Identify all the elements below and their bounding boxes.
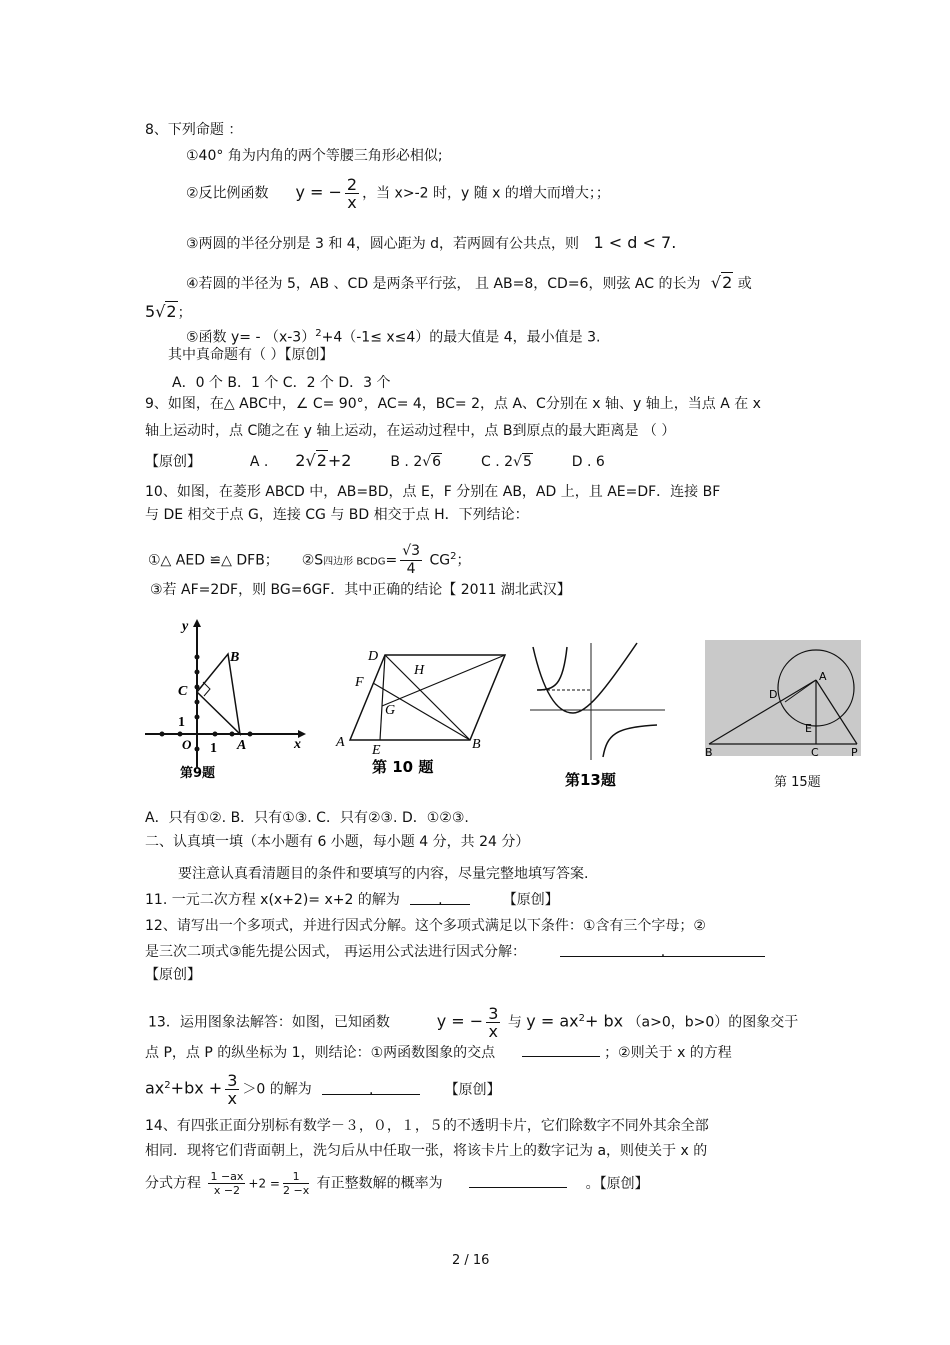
q11: 11. 一元二次方程 x(x+2)= x+2 的解为 . 【原创】 [145, 892, 559, 908]
q10-conclusions-1-2: ①△ AED ≌△ DFB； ②S四边形 BCDG= $\frac{√3}{4}$ $CG^2$； [148, 543, 471, 577]
f15-label-D: D [769, 688, 778, 701]
f10-label-G: G [385, 703, 396, 718]
f10-label-B: B [472, 737, 481, 752]
f15-label-C: C [811, 746, 819, 759]
q11-answer-blank: . [410, 890, 470, 905]
f10-label-A: A [336, 735, 345, 750]
f15-label-A: A [819, 670, 827, 683]
f10-label-F: F [355, 675, 364, 690]
figure-q9 [140, 617, 310, 787]
q13-line-3: $ax^2+bx$ + $\frac{3}{x}$ ＞0 的解为 . 【原创】 [145, 1071, 501, 1108]
f13-caption: 第13题 [565, 771, 616, 789]
f10-label-H: H [414, 663, 425, 678]
f9-label-1x: 1 [210, 741, 217, 756]
q8-fraction: $\frac{2}{x}$ [346, 175, 358, 212]
q8-title: 8、下列命题 ： [145, 122, 243, 138]
q12-answer-blank: . [560, 942, 765, 957]
f15-caption: 第 15题 [774, 775, 821, 790]
q9-choices: 【原创】 A . 2√2+2 B . 2√6 C . 2√5 D . 6 [145, 451, 605, 470]
f15-label-P: P [851, 746, 858, 759]
q13-line-1: 13．运用图象法解答：如图，已知函数 y = − $\frac{3}{x}$ 与 $y = ax^2+$ bx （a>0，b>0）的图象交于 [148, 1004, 799, 1041]
section-2-note: 要注意认真看清题目的条件和要填写的内容，尽量完整地填写答案. [178, 866, 589, 882]
q9-line-1: 9、如图，在△ ABC中，∠ C= 90°，AC= 4，BC= 2，点 A、C分别在 x 轴、y 轴上，当点 A 在 x [145, 396, 761, 412]
f9-label-C: C [178, 684, 188, 699]
q10-conclusion-3: ③若 AF=2DF，则 BG=6GF．其中正确的结论【 2011 湖北武汉】 [150, 582, 571, 598]
figure-q13 [525, 635, 670, 790]
f9-label-B: B [230, 650, 240, 665]
q8-ask: 其中真命题有（ ）【原创】 [168, 347, 334, 363]
page-number: 2 / 16 [452, 1253, 490, 1268]
q12-line-2: 是三次二项式③能先提公因式， 再运用公式法进行因式分解： . [145, 942, 765, 962]
q12-line-1: 12、请写出一个多项式，并进行因式分解。这个多项式满足以下条件：①含有三个字母；② [145, 918, 706, 934]
section-2-title: 二、认真填一填（本小题有 6 小题，每小题 4 分，共 24 分） [145, 834, 530, 850]
f9-label-A: A [237, 738, 247, 753]
q9-line-2: 轴上运动时，点 C随之在 y 轴上运动，在运动过程中，点 B到原点的最大距离是 （ ） [145, 423, 676, 439]
q10-line-2: 与 DE 相交于点 G，连接 CG 与 BD 相交于点 H．下列结论： [145, 507, 529, 523]
f9-label-O: O [182, 737, 192, 752]
q8-proposition-1: ①40° 角为内角的两个等腰三角形必相似; [186, 148, 443, 164]
q10-choices: A．只有①②. B．只有①③. C．只有②③. D．①②③. [145, 810, 469, 826]
q8-choices: A．0 个 B．1 个 C．2 个 D．3 个 [172, 375, 391, 391]
q8-proposition-4: ④若圆的半径为 5，AB 、CD 是两条平行弦， 且 AB=8，CD=6，则弦 AC 的长为 √2 或 [186, 273, 752, 292]
q10-line-1: 10、如图，在菱形 ABCD 中，AB=BD，点 E，F 分别在 AB，AD 上，且 AE=DF．连接 BF [145, 484, 721, 500]
f9-label-1y: 1 [178, 715, 185, 730]
q14-probability-blank [469, 1173, 567, 1188]
q8-proposition-3: ③两圆的半径分别是 3 和 4，圆心距为 d，若两圆有公共点，则 1 < d < 7. [186, 233, 677, 252]
q12-tag: 【原创】 [145, 967, 201, 983]
q13-line-2: 点 P，点 P 的纵坐标为 1，则结论：①两函数图象的交点 ；②则关于 x 的方程 [145, 1042, 732, 1063]
q14-line-1: 14、有四张正面分别标有数学－３，０，１，５的不透明卡片，它们除数字不同外其余全部 [145, 1118, 709, 1134]
f15-label-E: E [805, 722, 812, 735]
q14-line-2: 相同．现将它们背面朝上，洗匀后从中任取一张，将该卡片上的数字记为 a，则使关于 x 的 [145, 1143, 708, 1159]
q8-proposition-5: ⑤函数 $y= - (x-3)^2+4(-1\le x\le 4)$的最大值是 4，最小值是 3. [186, 328, 601, 346]
figure-q15 [705, 640, 861, 760]
figure-q10 [330, 640, 520, 780]
f15-label-B: B [705, 746, 713, 759]
f9-label-y: y [182, 619, 189, 634]
q14-line-3: 分式方程 $\frac{1 -ax}{x -2}$ +2 = $\frac{1}{2 -x}$ 有正整数解的概率为 。【原创】 [145, 1170, 649, 1197]
q8-proposition-4-cont: 5√2； [145, 302, 192, 321]
q13-solution-blank: . [322, 1080, 420, 1095]
q8-proposition-2: ②反比例函数 y = − $\frac{2}{x}$ ，当 x>-2 时，y 随 x 的增大而增大；； [186, 175, 610, 212]
f9-label-x: x [294, 737, 301, 752]
f10-caption: 第 10 题 [372, 758, 434, 776]
f10-label-E: E [372, 743, 381, 758]
f10-label-D: D [368, 649, 379, 664]
f9-caption: 第9题 [180, 766, 216, 781]
q13-intersection-blank [522, 1042, 600, 1057]
